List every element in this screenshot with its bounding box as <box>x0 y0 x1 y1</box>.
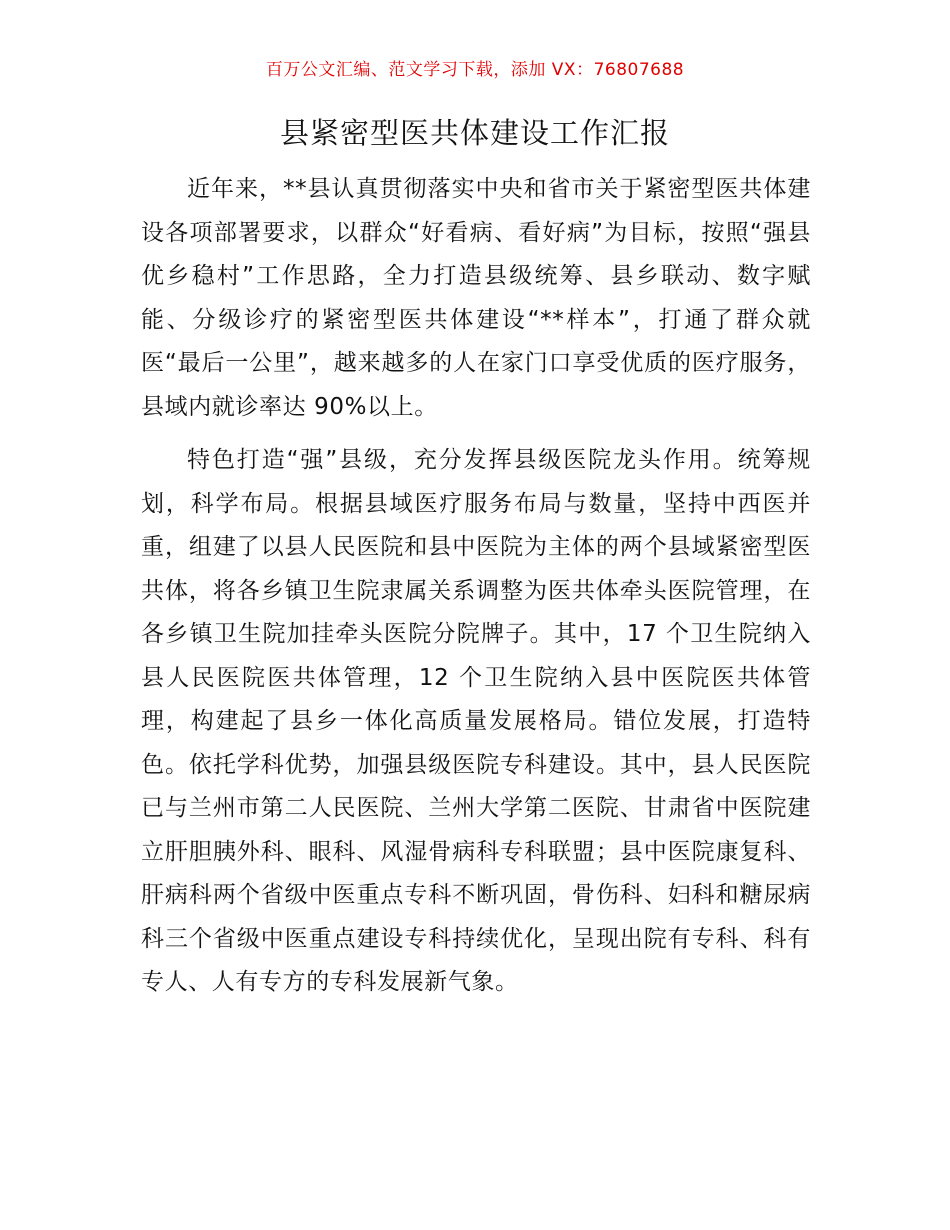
paragraph-county-level: 特色打造“强”县级，充分发挥县级医院龙头作用。统筹规划，科学布局。根据县域医疗服务布局与数量，坚持中西医并重，组建了以县人民医院和县中医院为主体的两个县域紧密型医共体，将各乡镇卫生院隶属关系调整为医共体牵头医院管理，在各乡镇卫生院加挂牵头医院分院牌子。其中，17 个卫生院纳入县人民医院医共体管理，12 个卫生院纳入县中医院医共体管理，构建起了县乡一体化高质量发展格局。错位发展，打造特色。依托学科优势，加强县级医院专科建设。其中，县人民医院已与兰州市第二人民医院、兰州大学第二医院、甘肃省中医院建立肝胆胰外科、眼科、风湿骨病科专科联盟；县中医院康复科、肝病科两个省级中医重点专科不断巩固，骨伤科、妇科和糖尿病科三个省级中医重点建设专科持续优化，呈现出院有专科、科有专人、人有专方的专科发展新气象。 <box>141 447 811 995</box>
paragraph-intro: 近年来，**县认真贯彻落实中央和省市关于紧密型医共体建设各项部署要求，以群众“好看病、看好病”为目标，按照“强县优乡稳村”工作思路，全力打造县级统筹、县乡联动、数字赋能、分级诊疗的紧密型医共体建设“**样本”，打通了群众就医“最后一公里”，越来越多的人在家门口享受优质的医疗服务，县域内就诊率达 90%以上。 <box>141 176 811 420</box>
header-banner: 百万公文汇编、范文学习下载，添加 VX：76807688 <box>265 60 685 80</box>
document-title: 县紧密型医共体建设工作汇报 <box>279 116 670 150</box>
document-body <box>141 168 811 1015</box>
